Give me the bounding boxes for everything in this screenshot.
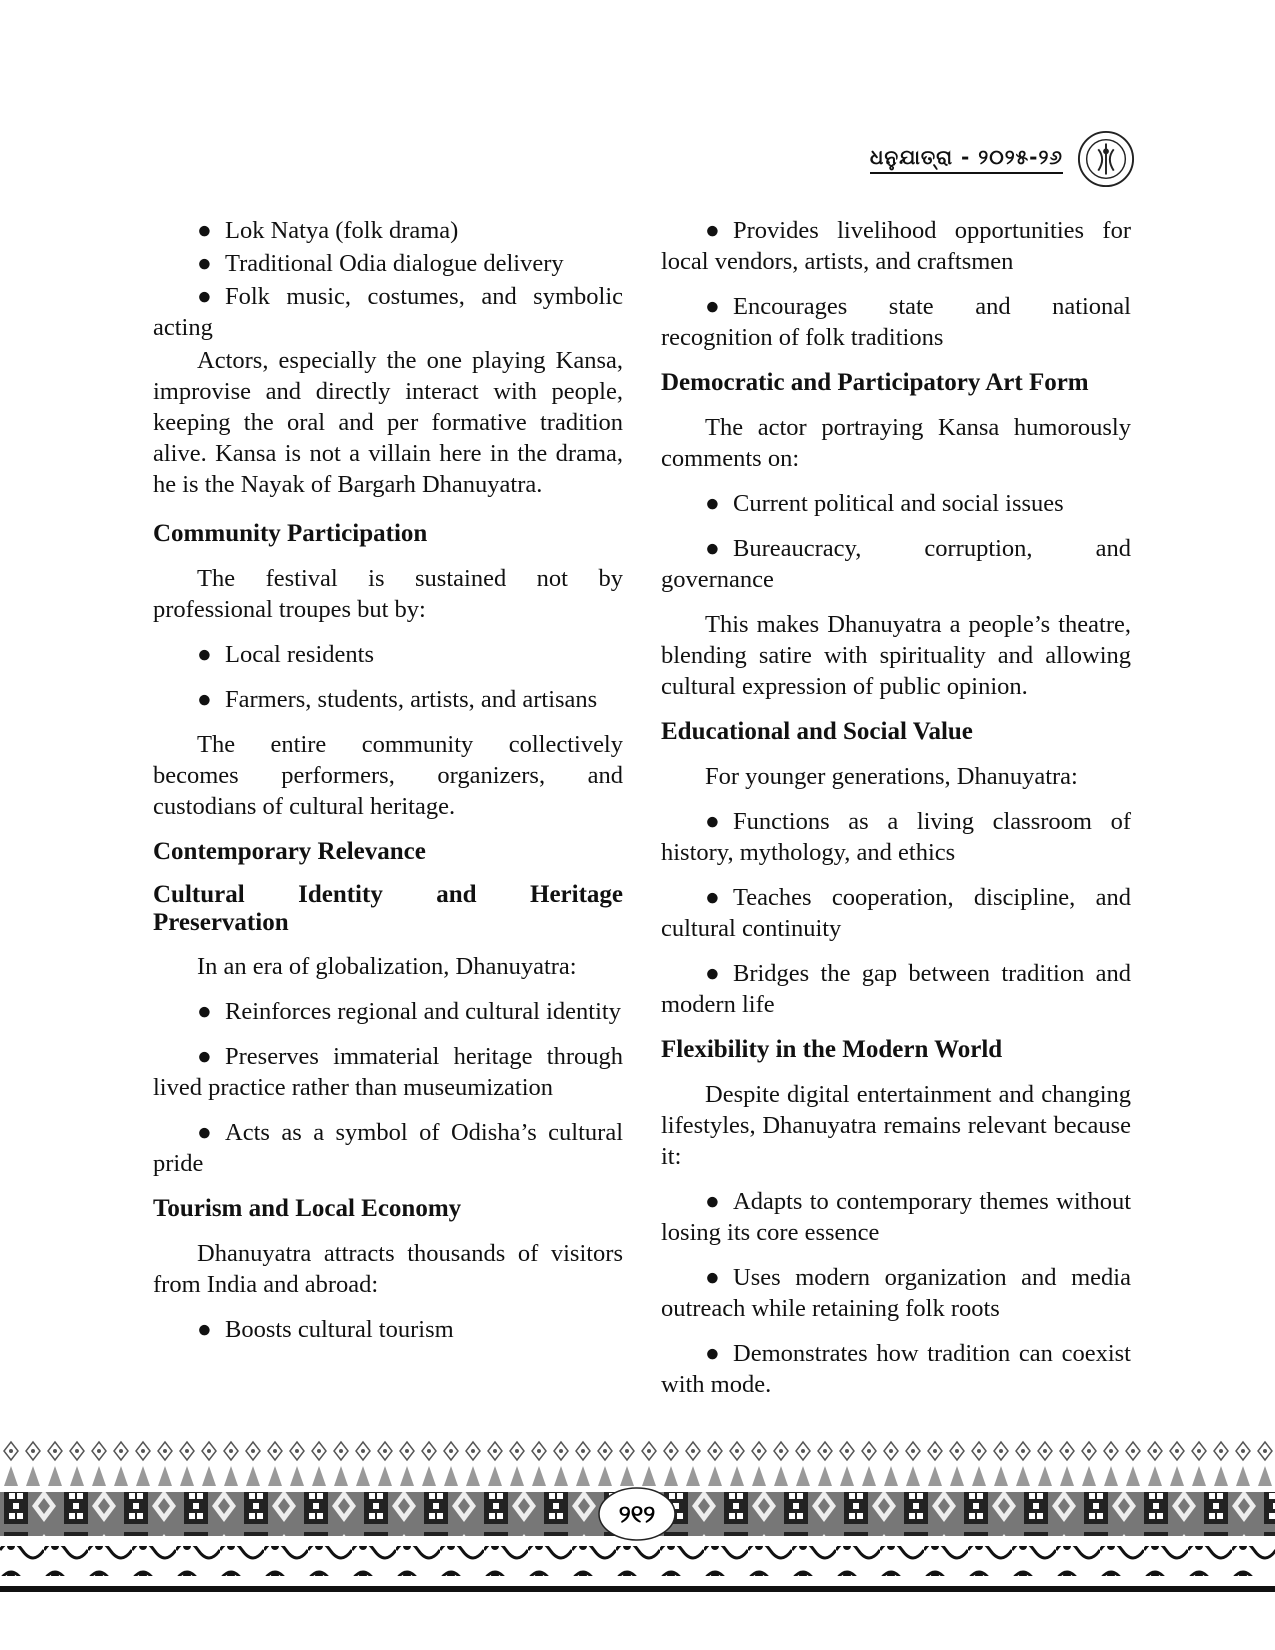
list-item: ● Acts as a symbol of Odisha’s cultural pride (153, 1119, 623, 1177)
paragraph: Despite digital entertainment and changing lifestyles, Dhanuyatra remains relevant because it: (661, 1081, 1131, 1170)
section-heading: Flexibility in the Modern World (661, 1036, 1003, 1063)
running-header (870, 130, 1135, 188)
list-item: ● Demonstrates how tradition can coexist with mode. (661, 1340, 1131, 1398)
right-column (661, 215, 1131, 1414)
left-column (153, 215, 623, 1359)
list-item: ● Local residents (197, 641, 374, 668)
header-title: ଧନୁଯାତ୍ରା - ୨୦୨୫-୨୬ (870, 145, 1063, 174)
paragraph: The festival is sustained not by professional troupes but by: (153, 565, 623, 623)
list-item: ● Encourages state and national recognition of folk traditions (661, 293, 1131, 351)
list-item: ● Reinforces regional and cultural identity (197, 998, 621, 1025)
list-item: ● Provides livelihood opportunities for local vendors, artists, and craftsmen (661, 217, 1131, 275)
decorative-border-footer (0, 1440, 1275, 1620)
subsection-heading: Cultural Identity and Heritage Preservation (153, 881, 623, 936)
list-item: ● Current political and social issues (705, 490, 1064, 517)
list-item: ● Farmers, students, artists, and artisans (197, 686, 598, 713)
list-item: ● Functions as a living classroom of history, mythology, and ethics (661, 808, 1131, 866)
section-heading: Tourism and Local Economy (153, 1195, 462, 1222)
list-item: ● Traditional Odia dialogue delivery (197, 250, 564, 277)
section-heading: Contemporary Relevance (153, 838, 426, 865)
paragraph: The entire community collectively becomes performers, organizers, and custodians of cultural heritage. (153, 731, 623, 820)
list-item: ● Adapts to contemporary themes without losing its core essence (661, 1188, 1131, 1246)
list-item: ● Preserves immaterial heritage through lived practice rather than museumization (153, 1043, 623, 1101)
paragraph: Dhanuyatra attracts thousands of visitors from India and abroad: (153, 1240, 623, 1298)
page-number: ୨୧୨ (618, 1500, 656, 1528)
paragraph: Actors, especially the one playing Kansa, improvise and directly interact with people, keeping the oral and per formative tradition alive. Kansa is not a villain here in the drama, he is the Nayak of Bargarh Dhanuyatra. (153, 347, 623, 498)
paragraph: This makes Dhanuyatra a people’s theatre, blending satire with spirituality and allowing cultural expression of public opinion. (661, 611, 1131, 700)
list-item: ● Uses modern organization and media outreach while retaining folk roots (661, 1264, 1131, 1322)
section-heading: Community Participation (153, 520, 428, 547)
list-item: ● Teaches cooperation, discipline, and cultural continuity (661, 884, 1131, 942)
list-item: ● Bridges the gap between tradition and modern life (661, 960, 1131, 1018)
paragraph: For younger generations, Dhanuyatra: (705, 763, 1078, 790)
emblem-seal-icon (1077, 130, 1135, 188)
list-item: ● Folk music, costumes, and symbolic acting (153, 283, 623, 341)
paragraph: In an era of globalization, Dhanuyatra: (197, 953, 577, 980)
list-item: ● Boosts cultural tourism (197, 1316, 454, 1343)
list-item: ● Lok Natya (folk drama) (197, 217, 459, 244)
paragraph: The actor portraying Kansa humorously comments on: (661, 414, 1131, 472)
section-heading: Democratic and Participatory Art Form (661, 369, 1089, 396)
section-heading: Educational and Social Value (661, 718, 973, 745)
list-item: ● Bureaucracy, corruption, and governance (661, 535, 1131, 593)
